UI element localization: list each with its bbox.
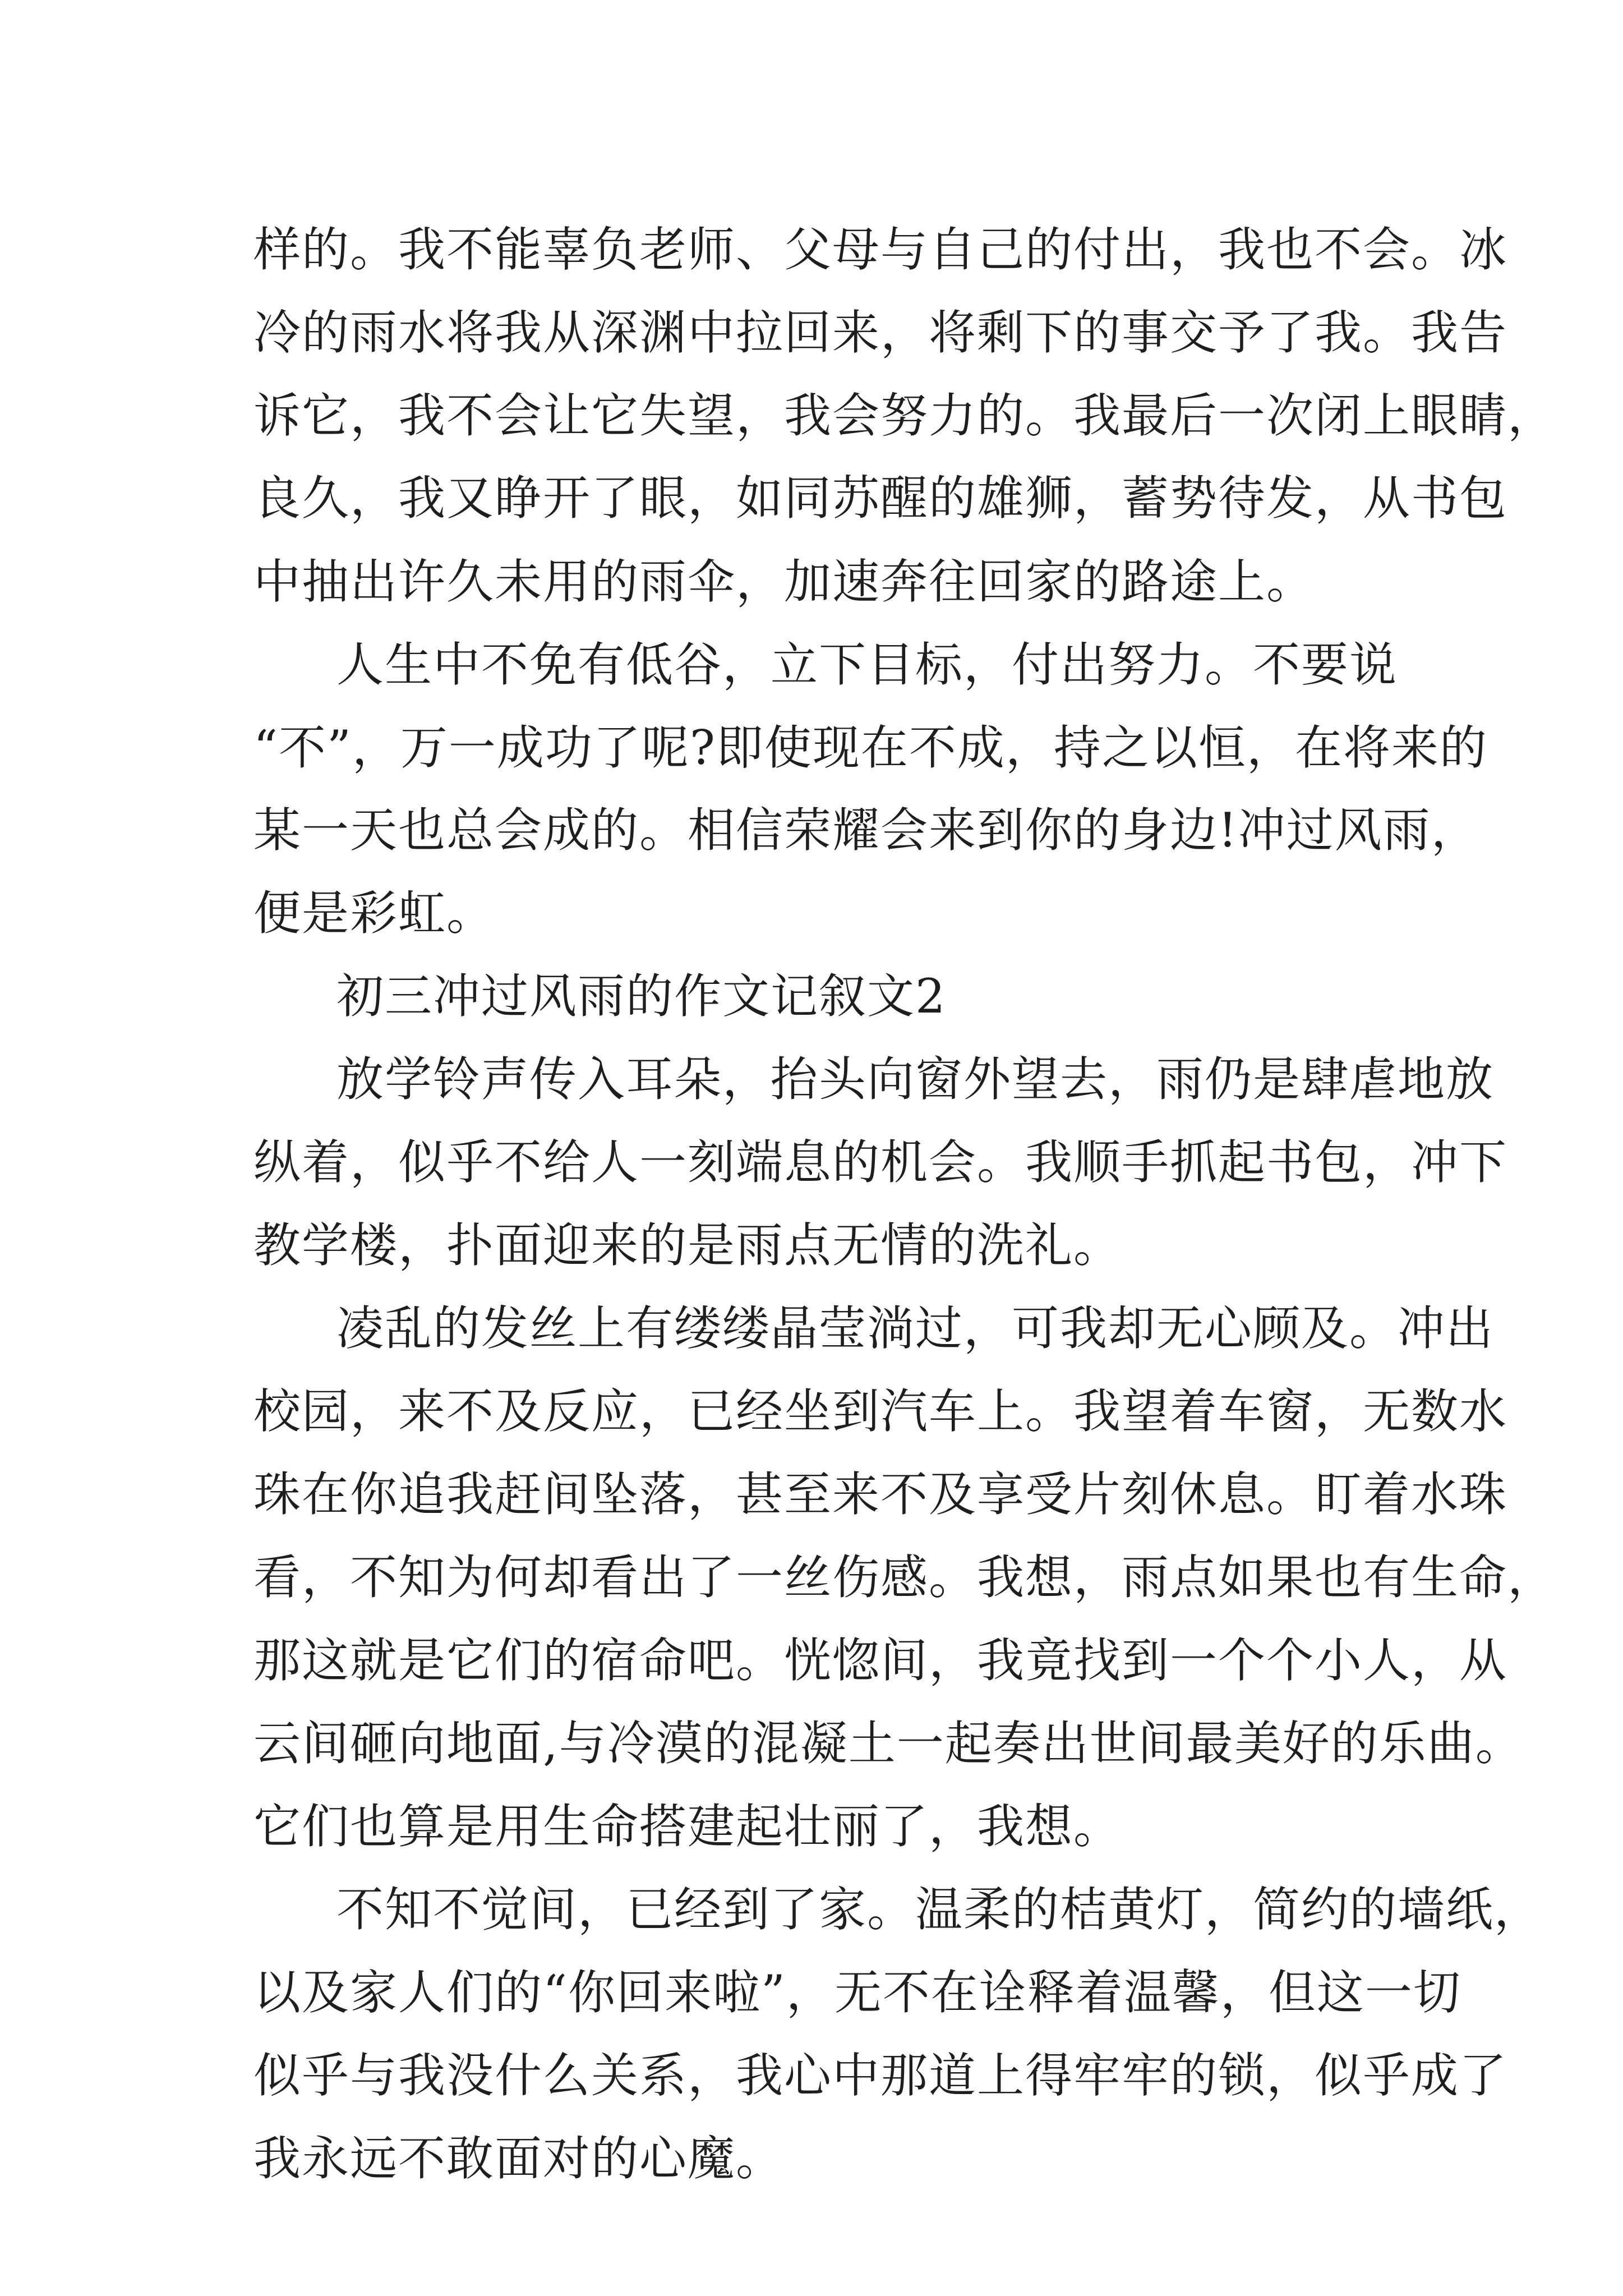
text-line: 看，不知为何却看出了一丝伤感。我想，雨点如果也有生命， <box>253 1550 1556 1605</box>
text-line: 它们也算是用生命搭建起壮丽了，我想。 <box>253 1799 1122 1854</box>
text-line: 似乎与我没什么关系，我心中那道上得牢牢的锁，似乎成了 <box>253 2048 1508 2103</box>
text-line: 样的。我不能辜负老师、父母与自己的付出，我也不会。冰 <box>253 222 1508 277</box>
text-line: 中抽出许久未用的雨伞，加速奔往回家的路途上。 <box>253 554 1315 609</box>
text-line: 珠在你追我赶间坠落，甚至来不及享受片刻休息。盯着水珠 <box>253 1467 1508 1522</box>
text-line: 良久，我又睁开了眼，如同苏醒的雄狮，蓄势待发，从书包 <box>253 471 1508 526</box>
text-line: 云间砸向地面,与冷漠的混凝土一起奏出世间最美好的乐曲。 <box>253 1716 1524 1771</box>
text-line: 纵着，似乎不给人一刻端息的机会。我顺手抓起书包，冲下 <box>253 1135 1508 1190</box>
section-heading: 初三冲过风雨的作文记叙文2 <box>336 969 947 1024</box>
text-line: 我永远不敢面对的心魔。 <box>253 2131 785 2186</box>
paragraph-first-line: 人生中不免有低谷，立下目标，付出努力。不要说 <box>336 637 1398 692</box>
text-line: 某一天也总会成的。相信荣耀会来到你的身边!冲过风雨， <box>253 803 1479 858</box>
paragraph-first-line: 凌乱的发丝上有缕缕晶莹淌过，可我却无心顾及。冲出 <box>336 1301 1495 1356</box>
paragraph-first-line: 放学铃声传入耳朵，抬头向窗外望去，雨仍是肆虐地放 <box>336 1052 1495 1107</box>
text-line: 便是彩虹。 <box>253 886 495 941</box>
text-line: 以及家人们的“你回来啦”，无不在诠释着温馨，但这一切 <box>253 1965 1461 2020</box>
text-line: 诉它，我不会让它失望，我会努力的。我最后一次闭上眼睛， <box>253 388 1556 443</box>
text-line: 校园，来不及反应，已经坐到汽车上。我望着车窗，无数水 <box>253 1384 1508 1439</box>
text-line: 那这就是它们的宿命吧。恍惚间，我竟找到一个个小人，从 <box>253 1633 1508 1688</box>
paragraph-first-line: 不知不觉间，已经到了家。温柔的桔黄灯，简约的墙纸， <box>336 1882 1543 1937</box>
text-line: 教学楼，扑面迎来的是雨点无情的洗礼。 <box>253 1218 1122 1273</box>
text-line: “不”，万一成功了呢?即使现在不成，持之以恒，在将来的 <box>253 720 1488 775</box>
text-line: 冷的雨水将我从深渊中拉回来，将剩下的事交予了我。我告 <box>253 305 1508 360</box>
